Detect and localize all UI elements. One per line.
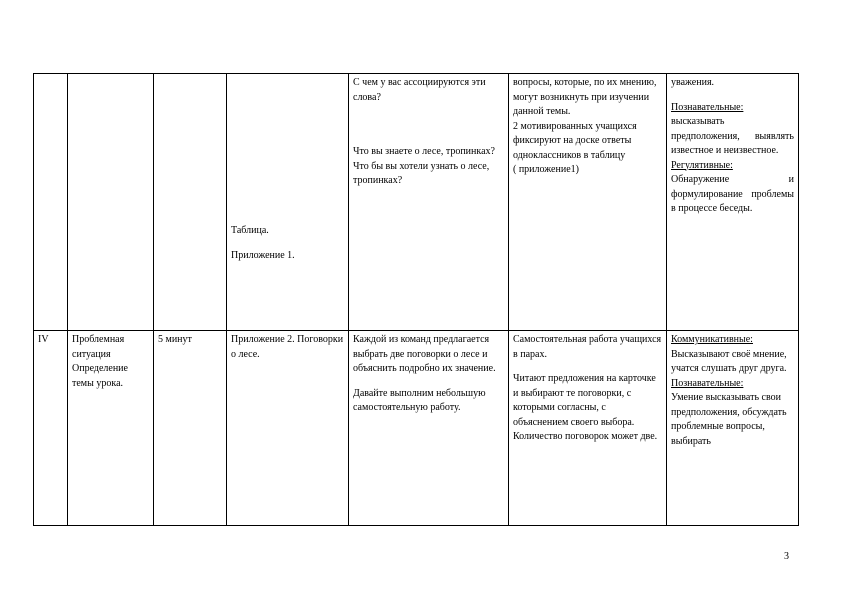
cell-uud bbox=[667, 74, 799, 331]
teacher-question-3: Что бы вы хотели узнать о лесе, тропинках? bbox=[353, 160, 490, 186]
cell-stage-name bbox=[68, 331, 154, 526]
cell-time bbox=[154, 74, 227, 331]
uud-lead: уважения. bbox=[671, 77, 715, 88]
cell-student-activity bbox=[509, 74, 667, 331]
table-row-stage-iv bbox=[34, 331, 799, 526]
cell-resources: Приложение 2. Поговорки о лесе. bbox=[227, 331, 349, 526]
resources-line-1: Таблица. bbox=[231, 225, 269, 236]
uud-cognitive-title: Познавательные: bbox=[671, 101, 744, 113]
cell-uud bbox=[667, 331, 799, 526]
cell-stage-name bbox=[68, 74, 154, 331]
table-row-continuation bbox=[34, 74, 799, 331]
cell-teacher-activity bbox=[349, 331, 509, 526]
stage-name-1: Проблемная ситуация bbox=[72, 334, 125, 360]
uud-regulatory-text: Обнаружение и формулирование проблемы в процессе беседы. bbox=[671, 174, 794, 214]
student-text-1: Самостоятельная работа учащихся в парах. bbox=[513, 334, 662, 360]
uud-cognitive-text: высказывать предположения, выявлять известное и неизвестное. bbox=[671, 116, 794, 156]
teacher-question-1: С чем у вас ассоциируются эти слова? bbox=[353, 77, 486, 103]
lesson-plan-table bbox=[33, 73, 799, 526]
student-text-1: вопросы, которые, по их мнению, могут возникнуть при изучении данной темы. bbox=[513, 77, 657, 117]
stage-name-2: Определение темы урока. bbox=[72, 363, 128, 389]
cell-time: 5 минут bbox=[154, 331, 227, 526]
cell-stage-number: IV bbox=[34, 331, 68, 526]
uud-cognitive-text: Умение высказывать свои предположения, обсуждать проблемные вопросы, выбирать bbox=[671, 392, 787, 447]
uud-communicative-title: Коммуникативные: bbox=[671, 334, 753, 345]
cell-teacher-activity bbox=[349, 74, 509, 331]
uud-cognitive-title: Познавательные: bbox=[671, 377, 744, 389]
uud-regulatory-title: Регулятивные: bbox=[671, 159, 733, 171]
uud-communicative-text: Высказывают своё мнение, учатся слушать друг друга. bbox=[671, 348, 787, 374]
cell-stage-number bbox=[34, 74, 68, 331]
teacher-question-2: Что вы знаете о лесе, тропинках? bbox=[353, 146, 495, 157]
student-text-2: Читают предложения на карточке и выбирают те поговорки, с которыми согласны, с объяснением своего выбора. Количество поговорок может две. bbox=[513, 373, 658, 442]
resources-line-2: Приложение 1. bbox=[231, 249, 295, 261]
teacher-text-2: Давайте выполним небольшую самостоятельную работу. bbox=[353, 387, 486, 413]
teacher-text-1: Каждой из команд предлагается выбрать две поговорки о лесе и объяснить подробно их значение. bbox=[353, 334, 496, 374]
page-number: 3 bbox=[784, 551, 789, 562]
cell-student-activity bbox=[509, 331, 667, 526]
cell-resources bbox=[227, 74, 349, 331]
student-text-3: ( приложение1) bbox=[513, 164, 579, 175]
student-text-2: 2 мотивированных учащихся фиксируют на доске ответы одноклассников в таблицу bbox=[513, 120, 637, 161]
